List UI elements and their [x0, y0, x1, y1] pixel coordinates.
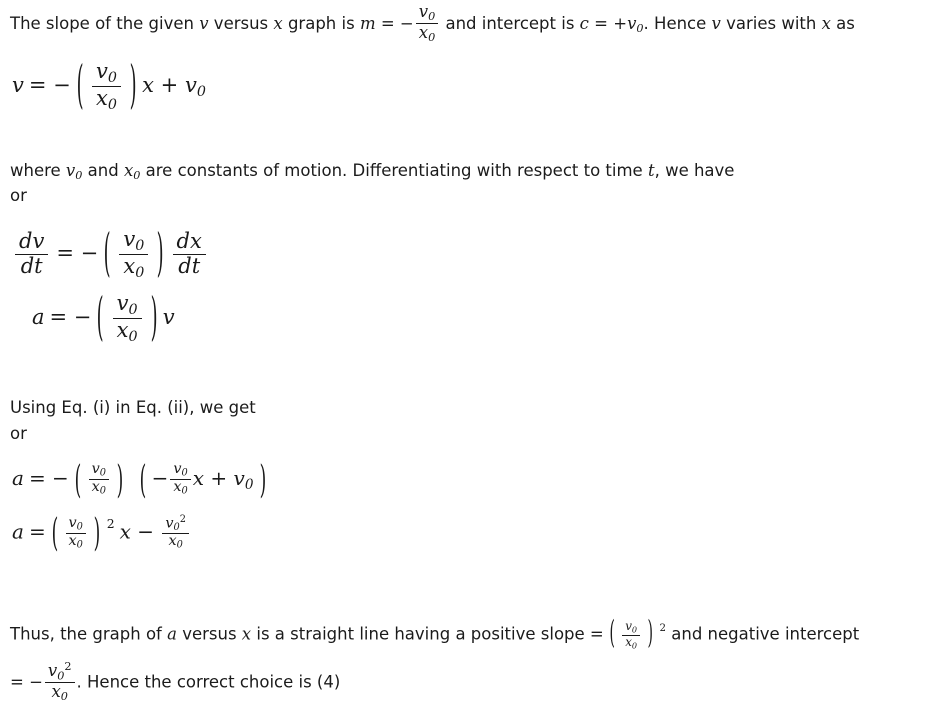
equation-acceleration — [32, 288, 175, 347]
paragraph-or-2: or — [10, 424, 27, 443]
eq3-tail-v: v — [162, 304, 175, 329]
paragraph-conclusion — [10, 662, 940, 704]
eq2-lhs-num: dv — [19, 229, 45, 254]
conclusion-frac-den-sub: 0 — [60, 690, 68, 704]
intro-frac-den-sub: 0 — [428, 31, 436, 45]
where-t: t — [647, 161, 655, 180]
eq2-rhs-fraction — [173, 230, 206, 278]
eq1-frac-num-sub: 0 — [107, 69, 117, 86]
paren-close-icon: ) — [156, 224, 164, 283]
paren-close-icon: ) — [259, 455, 266, 502]
where-x0-sub: 0 — [133, 169, 141, 183]
intro-fraction-slope — [416, 3, 438, 44]
paren-open-icon: ( — [139, 455, 147, 502]
thus-text-1: Thus, the graph of — [10, 624, 168, 644]
paren-close-icon: ) — [116, 455, 124, 502]
thus-x: x — [241, 624, 252, 644]
eq2-rhs-num: dx — [176, 229, 202, 254]
eq4-fraction-1 — [89, 462, 109, 497]
eq4-v0: v — [233, 466, 245, 491]
eq4-f2-num: v — [173, 461, 182, 477]
eq4-fraction-2 — [170, 462, 190, 497]
where-text-3: are constants of motion. Differentiating with respect to time — [140, 161, 648, 180]
equation-velocity — [12, 56, 206, 115]
eq4-equals: = − — [28, 466, 69, 491]
eq2-equals: = − — [56, 240, 99, 265]
conclusion-frac-num-sup: 2 — [64, 660, 72, 673]
eq5-lhs: a — [12, 519, 24, 544]
eq5-f2-num-sub: 0 — [173, 522, 180, 534]
intro-var-v0: v — [627, 13, 637, 33]
eq2-mid-fraction — [119, 228, 148, 281]
eq1-lhs: v — [12, 72, 24, 97]
eq1-plus: + — [160, 72, 179, 97]
eq4-f1-num: v — [91, 461, 100, 477]
eq4-v0-sub: 0 — [244, 476, 254, 493]
where-v0-sub: 0 — [75, 169, 83, 183]
where-x0: x — [123, 161, 134, 180]
intro-frac-num-sub: 0 — [428, 10, 436, 24]
eq1-x: x — [142, 72, 154, 97]
paren-open-icon: ( — [103, 224, 111, 283]
eq3-lhs: a — [32, 304, 45, 329]
eq5-f1-den: x — [68, 532, 77, 549]
eq3-frac-num-sub: 0 — [128, 301, 138, 318]
where-text-4: , we have — [654, 161, 735, 180]
paragraph-thus — [10, 614, 940, 651]
conclusion-frac-num: v — [47, 661, 58, 681]
paragraph-using: Using Eq. (i) in Eq. (ii), we get — [10, 398, 256, 417]
eq5-f2-den: x — [168, 533, 177, 550]
paren-open-icon: ( — [76, 56, 84, 115]
paren-open-icon: ( — [74, 455, 82, 502]
thus-a: a — [167, 624, 177, 644]
intro-text-4: and intercept is — [440, 13, 580, 33]
equation-differentiated — [12, 224, 209, 283]
eq2-mid-den: x — [123, 253, 136, 278]
eq3-fraction — [113, 292, 142, 345]
eq3-frac-den-sub: 0 — [128, 328, 138, 345]
where-v0: v — [65, 161, 76, 180]
intro-frac-num: v — [418, 2, 429, 21]
thus-equals: = — [589, 624, 604, 644]
eq5-fraction-1 — [66, 516, 86, 551]
conclusion-frac-den: x — [51, 682, 61, 702]
paragraph-or-1: or — [10, 186, 27, 205]
eq3-frac-num: v — [116, 291, 129, 315]
eq1-v0: v — [184, 72, 197, 97]
eq4-f2-num-sub: 0 — [181, 467, 188, 479]
eq5-x: x — [119, 519, 131, 544]
eq4-x: x — [192, 466, 205, 491]
thus-frac-den-sub: 0 — [631, 640, 638, 650]
intro-frac-den: x — [418, 22, 429, 42]
intro-var-m: m — [359, 13, 376, 33]
paren-close-icon: ) — [647, 614, 654, 651]
paren-open-icon: ( — [97, 288, 104, 347]
eq5-equals: = — [28, 519, 46, 544]
eq5-f1-den-sub: 0 — [76, 539, 83, 551]
eq5-f1-num-sub: 0 — [76, 521, 83, 533]
equation-final — [12, 509, 191, 556]
intro-text-6: varies with — [720, 13, 822, 33]
conclusion-fraction — [45, 661, 75, 703]
eq1-frac-den-sub: 0 — [107, 96, 117, 113]
intro-text-5: . Hence — [643, 13, 712, 33]
eq1-frac-den: x — [95, 85, 108, 110]
eq5-exponent: 2 — [106, 515, 115, 531]
intro-var-x1: x — [273, 13, 283, 33]
thus-text-2: versus — [176, 624, 242, 644]
eq2-mid-num: v — [123, 227, 136, 251]
eq2-rhs-den: dt — [178, 253, 201, 278]
paren-open-icon: ( — [51, 509, 58, 556]
paragraph-intro — [10, 4, 940, 45]
thus-frac-num-sub: 0 — [631, 625, 638, 635]
eq1-frac-num: v — [95, 59, 108, 83]
intro-var-v1: v — [199, 13, 209, 33]
conclusion-frac-num-sub: 0 — [57, 669, 65, 683]
eq2-mid-num-sub: 0 — [135, 237, 145, 254]
where-text-2: and — [82, 161, 124, 180]
eq2-lhs-fraction — [15, 230, 48, 278]
intro-var-x2: x — [821, 13, 831, 33]
intro-text-7: as — [830, 13, 855, 33]
eq5-f2-num: v — [165, 515, 174, 532]
eq4-f1-den: x — [91, 479, 100, 496]
eq4-f1-num-sub: 0 — [99, 467, 106, 479]
paren-close-icon: ) — [129, 56, 137, 115]
intro-text-2: versus — [208, 13, 274, 33]
conclusion-equals: = − — [10, 672, 43, 692]
thus-exponent: 2 — [659, 622, 666, 634]
eq5-f2-num-sup: 2 — [179, 514, 186, 525]
thus-fraction — [622, 620, 640, 650]
thus-text-3: is a straight line having a positive slope — [251, 624, 590, 644]
intro-var-v2: v — [711, 13, 721, 33]
eq2-mid-den-sub: 0 — [135, 264, 145, 281]
eq4-plus: + — [210, 466, 228, 491]
eq1-equals: = − — [28, 72, 71, 97]
paren-close-icon: ) — [93, 509, 101, 556]
equation-substituted — [12, 455, 271, 502]
eq3-equals: = − — [49, 304, 92, 329]
intro-text-1: The slope of the given — [10, 13, 200, 33]
eq3-frac-den: x — [116, 317, 129, 342]
intro-text-3: graph is — [282, 13, 360, 33]
paren-open-icon: ( — [609, 614, 615, 651]
where-text-1: where — [10, 161, 66, 180]
intro-eq-1: = − — [380, 13, 414, 33]
paragraph-where — [10, 159, 940, 185]
paren-close-icon: ) — [150, 288, 158, 347]
eq5-fraction-2 — [162, 515, 189, 551]
thus-frac-num: v — [625, 619, 632, 633]
eq1-v0-sub: 0 — [196, 83, 206, 100]
eq4-f2-den: x — [173, 479, 182, 496]
eq4-f1-den-sub: 0 — [99, 485, 106, 497]
eq5-minus: − — [137, 519, 154, 544]
thus-frac-den: x — [625, 634, 632, 649]
eq4-lhs: a — [12, 466, 24, 491]
thus-text-4: and negative intercept — [666, 624, 860, 644]
eq5-f1-num: v — [68, 514, 77, 531]
eq2-lhs-den: dt — [20, 253, 43, 278]
eq1-fraction — [92, 60, 121, 113]
intro-var-v0-sub: 0 — [636, 22, 644, 36]
intro-eq-2: = + — [594, 13, 628, 33]
eq4-minus: − — [151, 466, 169, 491]
intro-var-c: c — [579, 13, 589, 33]
conclusion-text: . Hence the correct choice is (4) — [76, 672, 341, 692]
eq4-f2-den-sub: 0 — [181, 485, 188, 497]
eq5-f2-den-sub: 0 — [176, 540, 183, 552]
